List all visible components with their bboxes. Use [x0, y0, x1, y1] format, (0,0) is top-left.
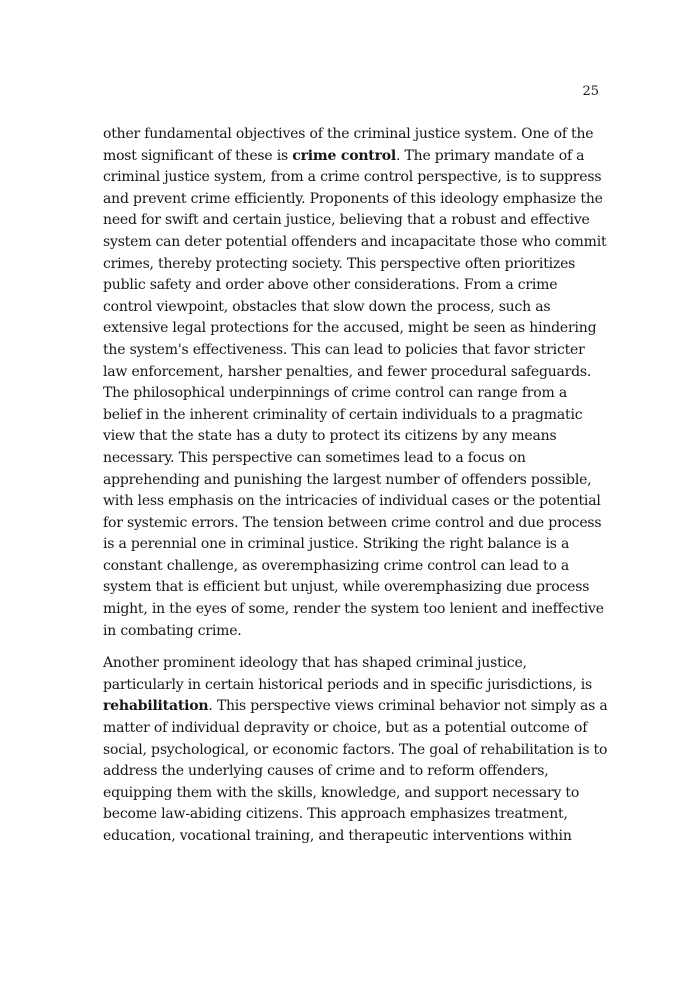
text-segment: is a perennial one in criminal justice. Striking the right balance is a [103, 536, 570, 553]
page-number: 25 [582, 84, 599, 99]
text-line [103, 254, 603, 276]
paragraph [103, 653, 608, 847]
text-line [103, 167, 603, 189]
text-segment: and prevent crime efficiently. Proponents of this ideology emphasize the [103, 190, 603, 207]
text-segment: system can deter potential offenders and incapacitate those who commit [103, 233, 607, 250]
text-line [103, 534, 603, 556]
text-line [103, 653, 603, 675]
text-segment: for systemic errors. The tension between crime control and due process [103, 514, 602, 531]
text-segment: most significant of these is [103, 147, 293, 164]
text-line [103, 146, 603, 168]
text-line [103, 340, 603, 362]
page-body [103, 124, 608, 848]
text-line [103, 783, 603, 805]
text-segment: the system's effectiveness. This can lead to policies that favor stricter [103, 341, 585, 358]
text-segment: social, psychological, or economic factors. The goal of rehabilitation is to [103, 741, 608, 758]
text-line [103, 621, 603, 643]
text-segment: public safety and order above other considerations. From a crime [103, 277, 558, 294]
text-segment: criminal justice system, from a crime control perspective, is to suppress [103, 169, 602, 186]
text-line [103, 696, 608, 718]
text-line [103, 513, 603, 535]
text-line [103, 675, 603, 697]
text-line [103, 275, 603, 297]
text-segment: other fundamental objectives of the criminal justice system. One of the [103, 126, 594, 142]
text-segment: law enforcement, harsher penalties, and fewer procedural safeguards. [103, 363, 592, 380]
text-segment: with less emphasis on the intricacies of individual cases or the potential [103, 493, 601, 510]
text-segment: need for swift and certain justice, believing that a robust and effective [103, 212, 590, 229]
paragraph [103, 124, 607, 642]
text-line [103, 826, 603, 848]
text-segment: apprehending and punishing the largest number of offenders possible, [103, 471, 592, 488]
text-segment: system that is efficient but unjust, while overemphasizing due process [103, 579, 590, 596]
text-line [103, 718, 603, 740]
text-segment: . The primary mandate of a [396, 147, 585, 164]
text-line [103, 804, 603, 826]
text-segment: in combating crime. [103, 622, 242, 639]
text-segment: The philosophical underpinnings of crime control can range from a [103, 385, 567, 402]
text-line [103, 297, 603, 319]
text-segment: education, vocational training, and therapeutic interventions within [103, 828, 572, 844]
text-segment: . This perspective views criminal behavior not simply as a [208, 698, 608, 715]
text-segment: view that the state has a duty to protect its citizens by any means [103, 428, 557, 445]
text-line [103, 556, 603, 578]
text-line [103, 470, 603, 492]
text-segment: become law-abiding citizens. This approach emphasizes treatment, [103, 806, 568, 823]
text-line [103, 740, 608, 762]
text-segment: extensive legal protections for the accused, might be seen as hindering [103, 320, 597, 337]
text-line [103, 318, 603, 340]
text-segment: matter of individual depravity or choice, but as a potential outcome of [103, 720, 588, 737]
text-segment: control viewpoint, obstacles that slow down the process, such as [103, 298, 551, 315]
text-line [103, 426, 603, 448]
text-line [103, 491, 603, 513]
text-line [103, 599, 603, 621]
bold-text-segment: rehabilitation [103, 698, 209, 715]
text-segment: crimes, thereby protecting society. This perspective often prioritizes [103, 255, 576, 272]
text-segment: particularly in certain historical periods and in specific jurisdictions, is [103, 676, 592, 693]
text-line [103, 124, 603, 146]
text-line [103, 210, 603, 232]
text-line [103, 189, 603, 211]
text-line [103, 761, 603, 783]
text-segment: Another prominent ideology that has shaped criminal justice, [103, 655, 527, 672]
text-line [103, 232, 607, 254]
text-segment: constant challenge, as overemphasizing crime control can lead to a [103, 557, 570, 574]
text-line [103, 405, 603, 427]
text-segment: might, in the eyes of some, render the system too lenient and ineffective [103, 601, 604, 618]
text-line [103, 577, 603, 599]
text-segment: necessary. This perspective can sometimes lead to a focus on [103, 449, 526, 466]
text-line [103, 448, 603, 470]
text-segment: equipping them with the skills, knowledge, and support necessary to [103, 784, 580, 801]
text-segment: address the underlying causes of crime and to reform offenders, [103, 763, 549, 780]
text-line [103, 383, 603, 405]
bold-text-segment: crime control [292, 147, 397, 164]
text-segment: belief in the inherent criminality of certain individuals to a pragmatic [103, 406, 583, 423]
text-line [103, 362, 603, 384]
